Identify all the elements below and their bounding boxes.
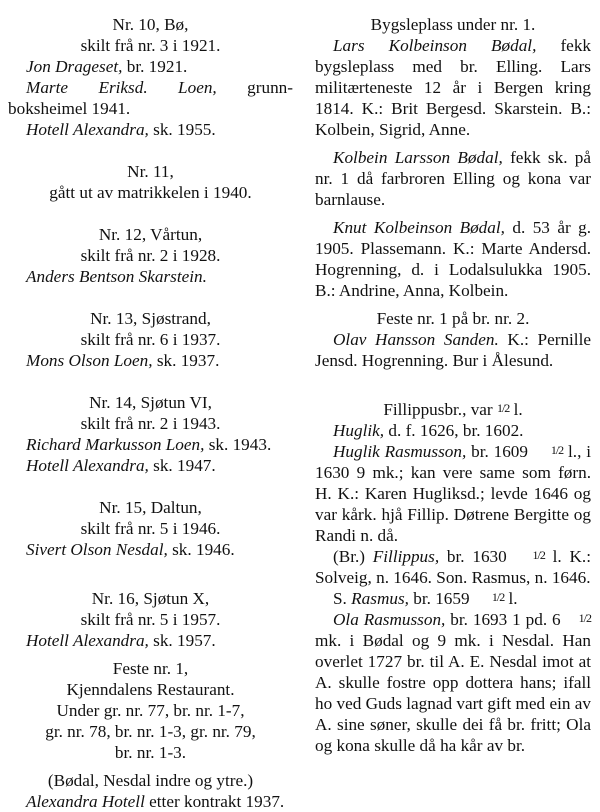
section-line: Under gr. nr. 77, br. nr. 1-7, [56,701,245,720]
section-title: Nr. 13, Sjøstrand, [90,309,211,328]
owner-entry [315,546,591,588]
owner-name: Alexandra Hotell [26,792,145,811]
owner-entry [8,56,293,77]
owner-detail: fekk bygsleplass med br. Elling. Lars militærteneste 12 år i Bergen kring 1814. K.: Brit Bergesd. Skarstein. B.: Kolbein, Sigrid, Anne. [315,36,592,139]
owner-prefix: S. [333,589,352,608]
owner-detail: l. K.: Solveig, n. 1646. Son. Rasmus, n. 1646. [315,547,591,587]
owner-entry [315,329,591,371]
half-fraction: 1/2 [578,611,591,625]
section-subtitle: skilt frå nr. 5 i 1957. [80,610,221,629]
section-feste [8,658,293,812]
owner-detail: br. 1693 1 pd. 6 [445,610,561,629]
title-text: l. [509,400,523,419]
owner-name: Olav Hansson Sanden. [333,330,499,349]
section-title: Feste nr. 1 på br. nr. 2. [376,309,530,328]
owner-name: Huglik Rasmusson, [333,442,467,461]
section-title: Nr. 11, [127,162,174,181]
section-title: Bygsleplass under nr. 1. [370,15,536,34]
owner-name: Anders Bentson Skarstein. [26,267,207,286]
owner-entry [315,147,591,210]
section-nr13 [8,308,293,371]
section-line: gr. nr. 78, br. nr. 1-3, gr. nr. 79, [45,722,256,741]
half-fraction: 1/2 [550,443,564,457]
owner-entry [315,588,591,609]
owner-entry [8,791,293,812]
owner-detail: fekk sk. på nr. 1 då farbroren Elling og kona var barnlause. [315,148,592,209]
section-nr11 [8,161,293,203]
section-subtitle: skilt frå nr. 2 i 1943. [80,414,221,433]
owner-entry [8,434,293,455]
owner-detail: grunn-boksheimel 1941. [8,78,293,118]
owner-detail: sk. 1955. [148,120,216,139]
owner-name: Rasmus, [351,589,409,608]
section-subtitle: skilt frå nr. 3 i 1921. [80,36,221,55]
owner-name: Richard Markusson Loen, [26,435,205,454]
owner-name: Jon Drageset, [26,57,123,76]
section-subtitle: skilt frå nr. 6 i 1937. [80,330,221,349]
owner-entry [8,77,293,119]
owner-prefix: (Br.) [333,547,373,566]
owner-entry [8,119,293,140]
owner-detail: mk. i Bødal og 9 mk. i Nesdal. Han overlet 1727 br. til A. E. Nesdal imot at A. skulle fostre opp dottera hans; ifall ho ved Guds lagnad vart gift med ein av A. sine søner, skulle dei få br. fritt; Ola og kona skulle då ha kår av br. [315,631,591,755]
section-title: Nr. 10, Bø, [112,15,189,34]
owner-detail: sk. 1947. [148,456,216,475]
owner-entry [315,217,591,301]
section-title: Nr. 15, Daltun, [99,498,202,517]
owner-name: Hotell Alexandra, [26,456,149,475]
half-fraction: 1/2 [496,401,510,415]
owner-detail: br. 1659 [408,589,474,608]
half-fraction: 1/2 [532,548,545,562]
section-line: Kjenndalens Restaurant. [66,680,235,699]
owner-name: Huglik, [333,421,385,440]
owner-detail: sk. 1946. [167,540,235,559]
owner-detail: etter kontrakt 1937. [144,792,285,811]
section-subtitle: skilt frå nr. 5 i 1946. [80,519,221,538]
right-column [315,14,591,756]
owner-entry [8,266,293,287]
owner-entry [8,539,293,560]
owner-detail: l. [504,589,518,608]
owner-detail: sk. 1943. [204,435,272,454]
owner-entry [315,609,591,756]
owner-entry [8,630,293,651]
section-title: Nr. 12, Vårtun, [98,225,203,244]
owner-detail: d. f. 1626, br. 1602. [384,421,524,440]
section-title: Nr. 14, Sjøtun VI, [89,393,212,412]
section-nr12 [8,224,293,287]
owner-name: Ola Rasmusson, [333,610,446,629]
owner-detail: br. 1921. [122,57,188,76]
section-nr14 [8,392,293,476]
owner-name: Knut Kolbeinson Bødal, [333,218,505,237]
owner-name: Lars Kolbeinson Bødal, [333,36,537,55]
owner-name: Hotell Alexandra, [26,631,149,650]
owner-detail: sk. 1937. [152,351,220,370]
half-fraction: 1/2 [491,590,505,604]
owner-name: Hotell Alexandra, [26,120,149,139]
section-title [315,399,591,420]
section-title: Nr. 16, Sjøtun X, [91,589,210,608]
section-nr16 [8,588,293,651]
section-nr15 [8,497,293,560]
owner-entry [8,455,293,476]
owner-entry [315,441,591,546]
section-title: Feste nr. 1, [112,659,189,678]
owner-entry [315,35,591,140]
title-text: Fillippusbr., var [383,400,497,419]
owner-detail: K.: Pernille Jensd. Hogrenning. Bur i Ålesund. [315,330,591,370]
owner-detail: d. 53 år g. 1905. Plassemann. K.: Marte Andersd. Hogrenning, d. i Lodalsulukka 1905. B.: Andrine, Anna, Kolbein. [315,218,591,300]
owner-name: Sivert Olson Nesdal, [26,540,168,559]
section-line: br. nr. 1-3. [114,743,187,762]
section-subtitle: skilt frå nr. 2 i 1928. [80,246,221,265]
section-line: (Bødal, Nesdal indre og ytre.) [47,771,254,790]
owner-name: Marte Eriksd. Loen, [26,78,217,97]
owner-name: Mons Olson Loen, [26,351,153,370]
section-subtitle: gått ut av matrikkelen i 1940. [49,183,252,202]
left-column [8,14,293,812]
owner-name: Kolbein Larsson Bødal, [333,148,503,167]
owner-detail: br. 1609 [466,442,533,461]
owner-detail: br. 1630 [439,547,515,566]
section-nr10 [8,14,293,140]
owner-detail: sk. 1957. [148,631,216,650]
owner-entry [8,350,293,371]
owner-detail: l., i 1630 9 mk.; kan vere same som førn. H. K.: Karen Hugliksd.; levde 1646 og var kårk. hjå Fillip. Døtrene Bergitte og Randi n. då. [315,442,591,545]
owner-name: Fillippus, [372,547,440,566]
owner-entry [315,420,591,441]
